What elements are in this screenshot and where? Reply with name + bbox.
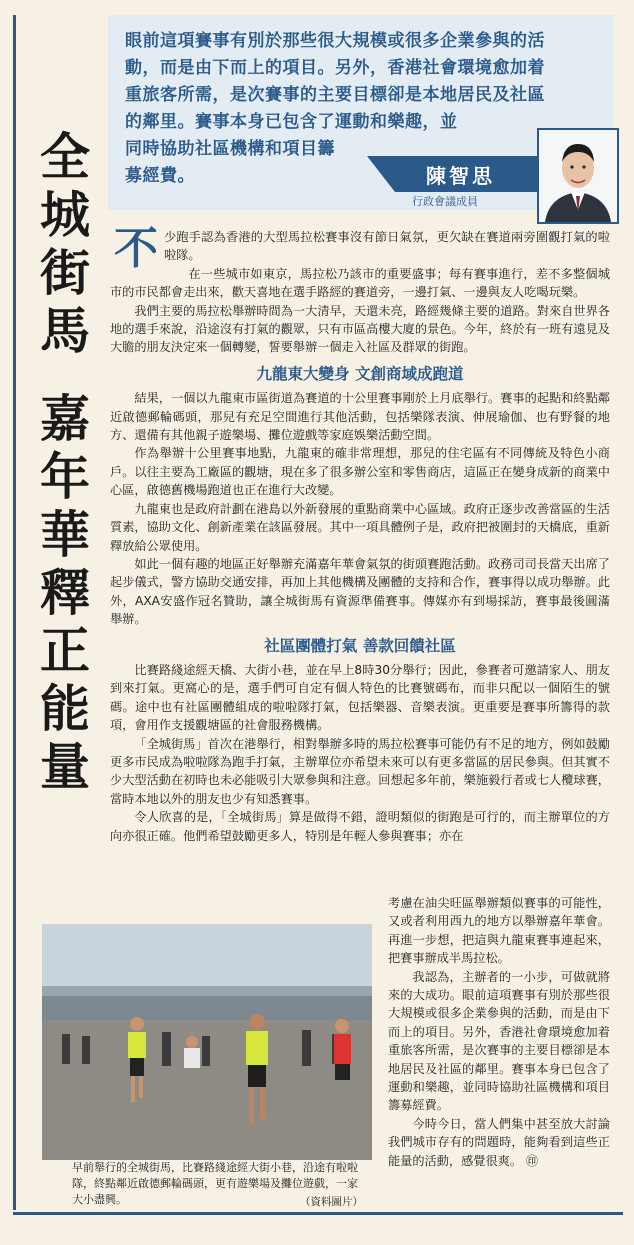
- article-paragraph: 令人欣喜的是，「全城街馬」算是做得不錯，證明類似的街跑是可行的，而主辦單位的方向亦很正確。他們希望鼓勵更多人，特別是年輕人參與賽事；亦在: [110, 810, 610, 843]
- signoff-mark: ㊞: [525, 1153, 538, 1168]
- pull-quote-line: 動，而是由下而上的項目。另外，香港社會環境愈加着: [125, 58, 545, 78]
- article-paragraph: 考慮在油尖旺區舉辦類似賽事的可能性，又或者利用西九的地方以舉辦嘉年華會。再進一步想，把這與九龍東賽事連起來，把賽事辦成半馬拉松。: [388, 896, 610, 966]
- race-photo: [42, 924, 372, 1160]
- photo-credit: （資料圖片）: [300, 1196, 363, 1208]
- drop-cap: 不: [114, 223, 158, 274]
- pull-quote-line: 募經費。: [125, 166, 195, 186]
- closing-text: 今時今日，當人們集中甚至放大討論我們城市存有的問題時，能夠看到這些正能量的活動，感覺很爽。: [388, 1116, 610, 1168]
- article-paragraph: [388, 1115, 610, 1170]
- headline-char: 年: [40, 447, 90, 506]
- article-paragraph: 我們主要的馬拉松舉辦時間為一大清早，天還未亮，路經幾條主要的道路。對來自世界各地的選手來說，沿途沒有打氣的觀眾，只有市區高樓大廈的景色。今年，終於有一班有遠見及大膽的朋友決定來一個轉變，誓要舉辦一個走入社區及群眾的街跑。: [110, 303, 610, 355]
- article-paragraph: 「全城街馬」首次在港舉行，相對舉辦多時的馬拉松賽事可能仍有不足的地方，例如鼓勵更多市民成為啦啦隊為跑手打氣，主辦單位亦希望未來可以有更多當區的居民參與。但其實不少大型活動在初時也未必能吸引大眾參與和注意。回想起多年前，樂施毅行者或七人欖球賽，當時本地以外的朋友也少有知悉賽事。: [110, 736, 610, 806]
- race-photo-illustration: [42, 924, 372, 1160]
- headline-char: 量: [40, 737, 90, 796]
- pull-quote-line: 同時協助社區機構和項目籌: [125, 139, 335, 159]
- pull-quote-line: 眼前這項賽事有別於那些很大規模或很多企業參與的活: [125, 31, 545, 51]
- headline-char: 華: [40, 505, 90, 564]
- portrait-illustration: [539, 130, 617, 222]
- left-rule: [13, 15, 16, 1210]
- article-paragraph: [110, 223, 610, 274]
- headline: [30, 128, 100, 796]
- subheading: 九龍東大變身 文創商域成跑道: [256, 364, 464, 383]
- headline-char: 釋: [40, 563, 90, 622]
- photo-caption: 早前舉行的全城街馬，比賽路綫途經大街小巷，沿途有啦啦隊，終點鄰近啟德郵輪碼頭，更有遊樂場及攤位遊戲，一家大小盡興。: [72, 1161, 358, 1206]
- pull-quote-line: 重旅客所需，是次賽事的主要目標卻是本地居民及社區: [125, 85, 545, 105]
- article-paragraph: 在一些城市如東京，馬拉松乃該市的重要盛事；每有賽事進行，差不多整個城市的市民都會走出來，歡天喜地在選手路經的賽道旁，一邊打氣、一邊與友人吃喝玩樂。: [110, 266, 610, 300]
- author-name: 陳智思: [426, 164, 495, 188]
- article-paragraph: 如此一個有趣的地區正好舉辦充滿嘉年華會氣氛的街頭賽跑活動。政務司司長當天出席了起步儀式，警方協助交通安排，再加上其他機構及團體的支持和合作，賽事得以成功舉辦。此外，AXA安盛作冠名贊助，讓全城街馬有資源準備賽事。傳媒亦有到場採訪，賽事最後圓滿舉辦。: [110, 556, 610, 627]
- article-paragraph: 結果，一個以九龍東市區街道為賽道的十公里賽事剛於上月底舉行。賽事的起點和終點鄰近啟德郵輪碼頭，那兒有充足空間進行其他活動，包括樂隊表演、伸展瑜伽、也有野餐的地方、還備有其他親子遊樂場、攤位遊戲等家庭娛樂活動空間。: [110, 391, 610, 443]
- headline-char: 城: [40, 185, 90, 244]
- intro-text: 少跑手認為香港的大型馬拉松賽事沒有節日氣氛，更欠缺在賽道兩旁圍觀打氣的啦啦隊。: [164, 230, 610, 263]
- author-role: 行政會議成員: [412, 195, 478, 208]
- headline-char: 街: [40, 243, 90, 302]
- headline-char: 全: [40, 127, 90, 186]
- bottom-rule: [13, 1212, 623, 1215]
- article-paragraph: 我認為，主辦者的一小步，可做就將來的大成功。眼前這項賽事有別於那些很大規模或很多企業參與的活動，而是由下而上的項目。另外，香港社會環境愈加着重旅客所需，是次賽事的主要目標卻是本地居民及社區的鄰里。賽事本身已包含了運動和樂趣，並同時協助社區機構和項目籌募經費。: [388, 969, 610, 1113]
- headline-char: 正: [40, 621, 90, 680]
- article-paragraph: 作為舉辦十公里賽事地點，九龍東的確非常理想，那兒的住宅區有不同傳統及特色小商戶。以往主要為工廠區的觀塘，現在多了很多辦公室和零售商店，這區正在變身成新的商業中心區，啟德舊機場跑道也正在進行大改變。: [110, 446, 610, 498]
- headline-char: 能: [40, 679, 90, 738]
- headline-char: 馬: [40, 301, 90, 360]
- article-body-right-column: [388, 894, 610, 1170]
- article-paragraph: 九龍東也是政府計劃在港島以外新發展的重點商業中心區域。政府正逐步改善當區的生活質素，協助文化、創新產業在該區發展。其中一項具體例子是，政府把被圍封的天橋底，重新釋放給公眾使用。: [110, 501, 610, 553]
- article-paragraph: 比賽路綫途經天橋、大街小巷，並在早上8時30分舉行；因此，參賽者可邀請家人、朋友到來打氣。更窩心的是，選手們可自定有個人特色的比賽號碼布，而非只配以一個陌生的號碼。途中也有社區團體組成的啦啦隊打氣，包括樂器、音樂表演。更重要是賽事所籌得的款項，會用作支援觀塘區的社會服務機構。: [110, 662, 610, 733]
- article-body: [110, 223, 610, 845]
- pull-quote-line: 的鄰里。賽事本身已包含了運動和樂趣，並: [125, 112, 458, 132]
- author-portrait: [537, 128, 619, 224]
- subheading: 社區團體打氣 善款回饋社區: [264, 636, 456, 655]
- headline-char: 嘉: [40, 389, 90, 448]
